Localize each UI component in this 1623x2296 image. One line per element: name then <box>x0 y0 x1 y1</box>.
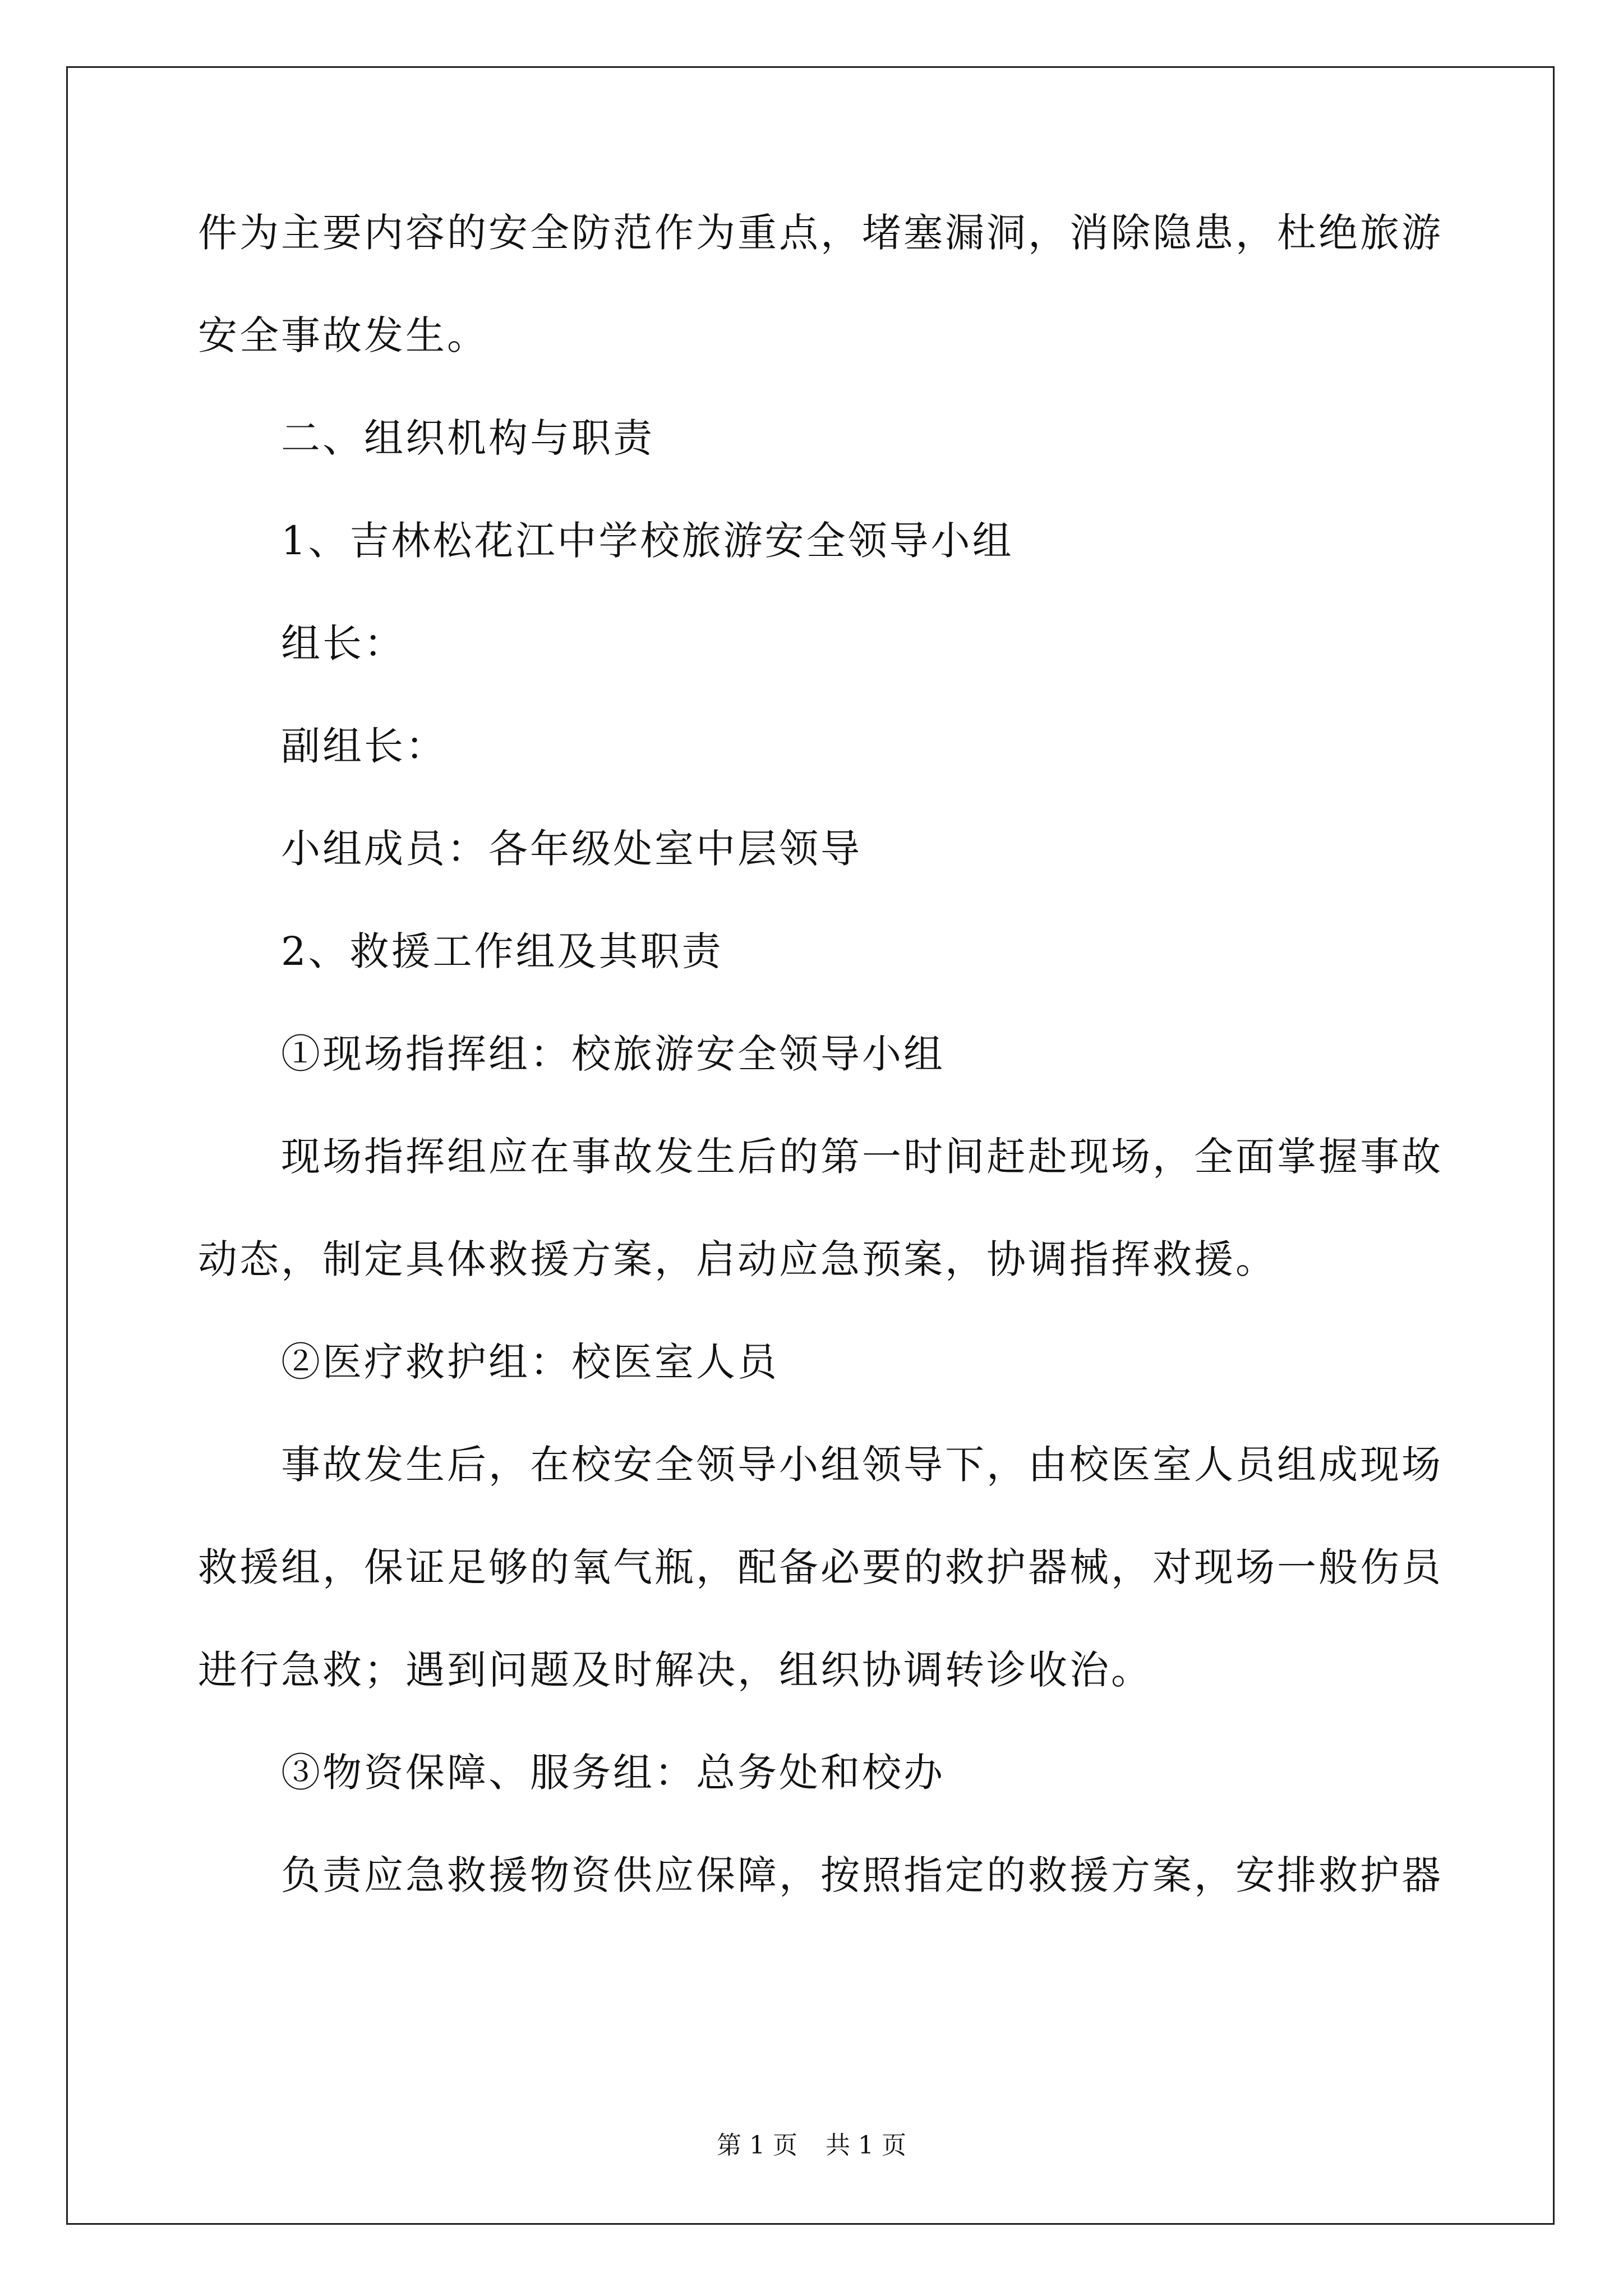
text-line: 副组长： <box>281 723 447 769</box>
section-heading: 二、组织机构与职责 <box>281 415 654 461</box>
text-line: 组长： <box>281 620 405 666</box>
text-line: 小组成员：各年级处室中层领导 <box>281 826 862 872</box>
text-line: 件为主要内容的安全防范作为重点，堵塞漏洞，消除隐患，杜绝旅游 <box>198 210 1443 256</box>
text-line: ②医疗救护组：校医室人员 <box>281 1339 779 1385</box>
subsection-heading: 1、吉林松花江中学校旅游安全领导小组 <box>281 518 1014 564</box>
text-line: ③物资保障、服务组：总务处和校办 <box>281 1750 945 1796</box>
text-line: 救援组，保证足够的氧气瓶，配备必要的救护器械，对现场一般伤员 <box>198 1544 1443 1590</box>
subsection-heading: 2、救援工作组及其职责 <box>281 928 723 974</box>
text-line: 动态，制定具体救援方案，启动应急预案，协调指挥救援。 <box>198 1236 1277 1282</box>
text-line: ①现场指挥组：校旅游安全领导小组 <box>281 1031 945 1077</box>
text-line: 现场指挥组应在事故发生后的第一时间赶赴现场，全面掌握事故 <box>281 1134 1443 1180</box>
page-footer <box>0 2129 1623 2162</box>
text-line: 事故发生后，在校安全领导小组领导下，由校医室人员组成现场 <box>281 1442 1443 1488</box>
page-total: 共 1 页 <box>826 2131 906 2160</box>
text-line: 进行急救；遇到问题及时解决，组织协调转诊收治。 <box>198 1647 1152 1693</box>
page-number: 第 1 页 <box>717 2131 797 2160</box>
text-line: 负责应急救援物资供应保障，按照指定的救援方案，安排救护器 <box>281 1852 1443 1898</box>
text-line: 安全事故发生。 <box>198 312 488 358</box>
